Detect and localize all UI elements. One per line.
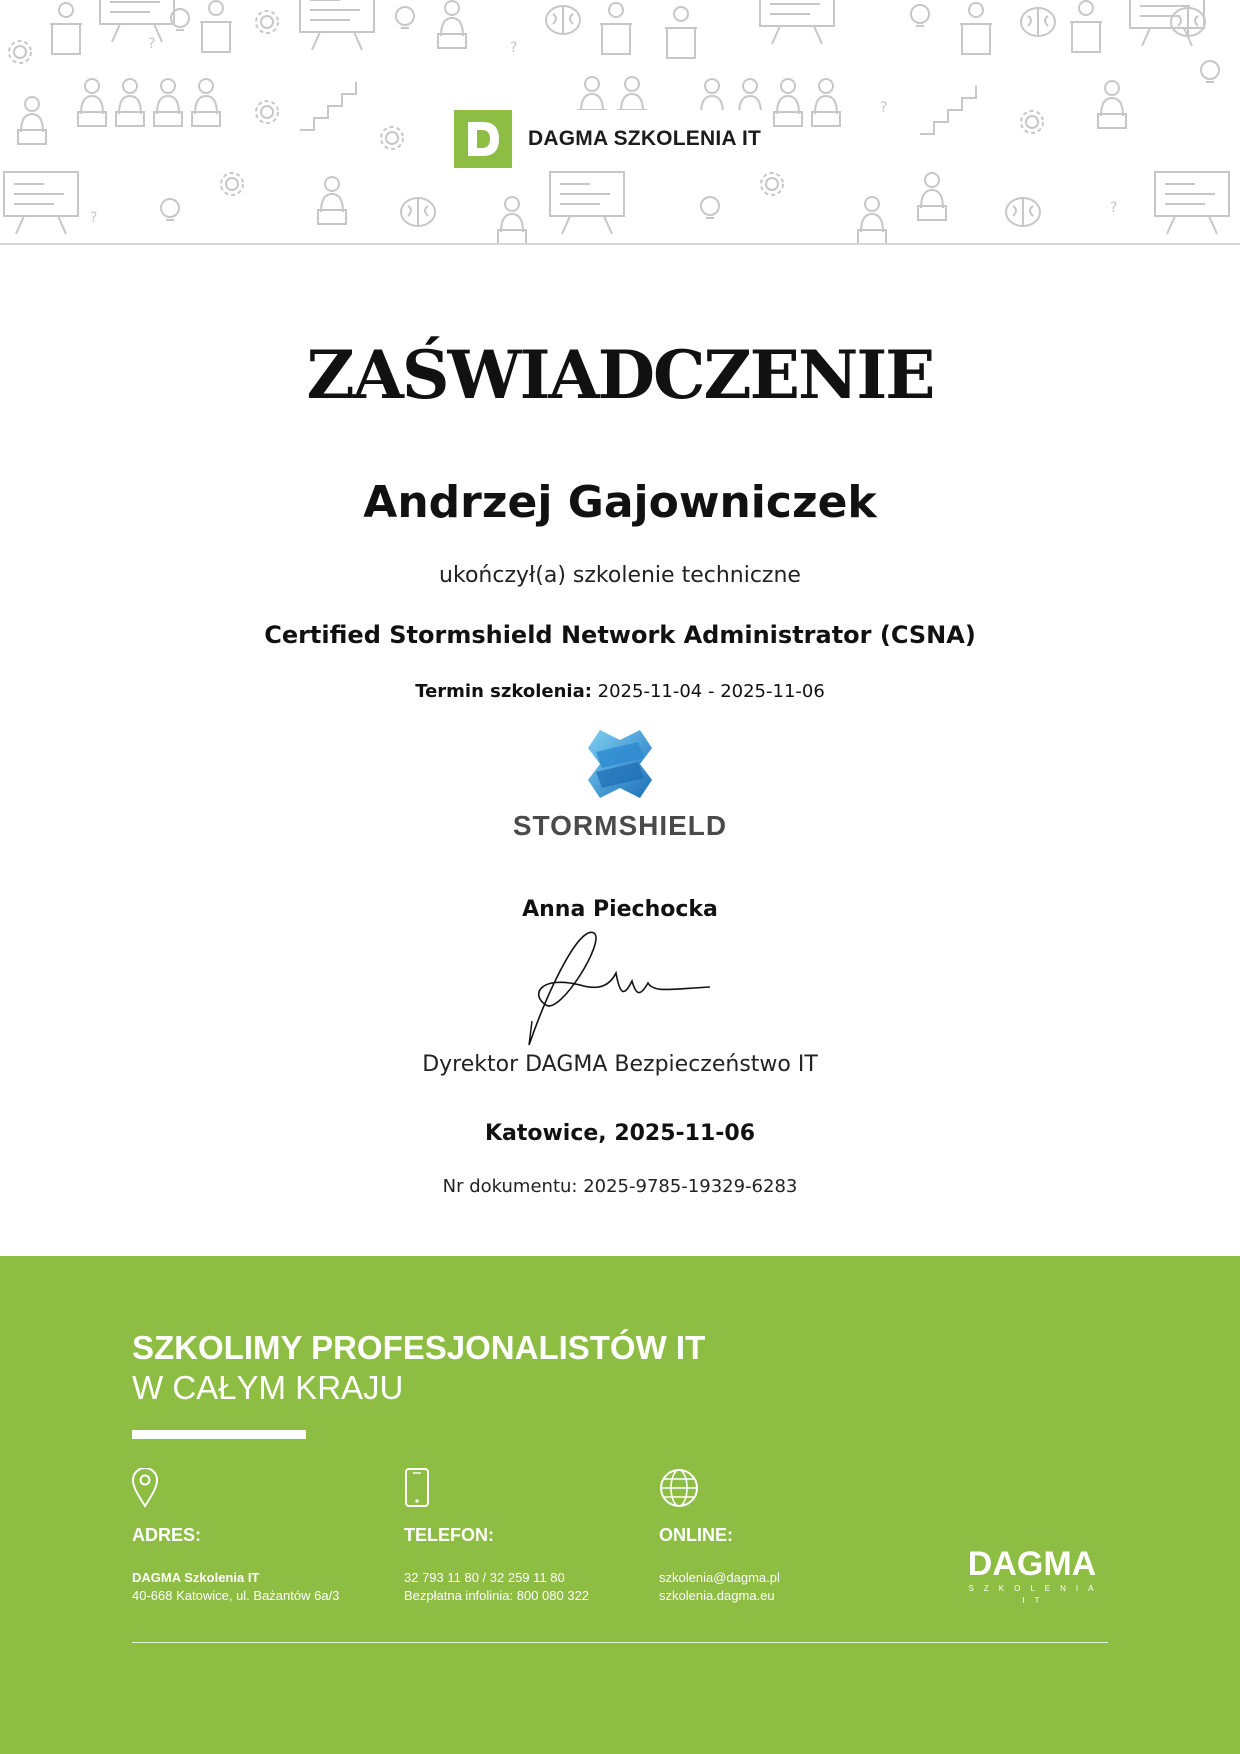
dagma-brand-logo <box>454 110 769 168</box>
address-heading: ADRES: <box>132 1525 202 1545</box>
signer-role: Dyrektor DAGMA Bezpieczeństwo IT <box>422 1052 818 1077</box>
online-block <box>659 1468 780 1605</box>
dagma-logo-word: DAGMA <box>967 1545 1097 1583</box>
place-and-date: Katowice, 2025-11-06 <box>484 1121 756 1146</box>
dagma-d-logo-icon <box>454 110 512 168</box>
brand-name: DAGMA SZKOLENIA IT <box>528 127 762 150</box>
term-value: 2025-11-04 - 2025-11-06 <box>597 681 825 702</box>
online-heading: ONLINE: <box>659 1525 733 1545</box>
stormshield-logo-text: STORMSHIELD <box>512 810 728 841</box>
phone-hotline: Bezpłatna infolinia: 800 080 322 <box>404 1588 590 1603</box>
phone-heading: TELEFON: <box>404 1525 494 1545</box>
recipient-name: Andrzej Gajowniczek <box>363 477 877 528</box>
doodle-pattern-background: ? <box>0 0 1240 243</box>
dagma-footer-logo <box>956 1547 1108 1607</box>
online-email[interactable]: szkolenia@dagma.pl <box>659 1570 780 1585</box>
handwritten-signature <box>520 925 720 1050</box>
smartphone-icon <box>404 1468 589 1510</box>
footer <box>0 1256 1240 1754</box>
slogan-line-1: SZKOLIMY PROFESJONALISTÓW IT <box>132 1329 706 1366</box>
course-name: Certified Stormshield Network Administrator (CSNA) <box>264 621 976 649</box>
phone-numbers: 32 793 11 80 / 32 259 11 80 <box>404 1570 565 1585</box>
dagma-logo-subtitle: SZKOLENIA IT <box>968 1584 1104 1605</box>
term-label: Termin szkolenia: <box>415 681 592 702</box>
phone-block <box>404 1468 589 1605</box>
location-pin-icon <box>132 1468 339 1510</box>
slogan-line-2: W CAŁYM KRAJU <box>132 1369 404 1406</box>
online-website[interactable]: szkolenia.dagma.eu <box>659 1588 775 1603</box>
certificate-title: ZAŚWIADCZENIE <box>306 336 934 414</box>
stormshield-emblem-icon <box>578 728 662 800</box>
address-street: 40-668 Katowice, ul. Bażantów 6a/3 <box>132 1588 340 1603</box>
address-company: DAGMA Szkolenia IT <box>132 1570 260 1585</box>
slogan-underline <box>132 1430 306 1439</box>
footer-divider <box>132 1642 1108 1643</box>
signer-name: Anna Piechocka <box>522 897 718 922</box>
header-banner <box>0 0 1240 245</box>
training-term <box>0 679 1240 705</box>
completion-statement: ukończył(a) szkolenie techniczne <box>439 563 801 588</box>
address-block <box>132 1468 339 1605</box>
document-number: Nr dokumentu: 2025-9785-19329-6283 <box>442 1176 798 1197</box>
globe-icon <box>659 1468 780 1510</box>
